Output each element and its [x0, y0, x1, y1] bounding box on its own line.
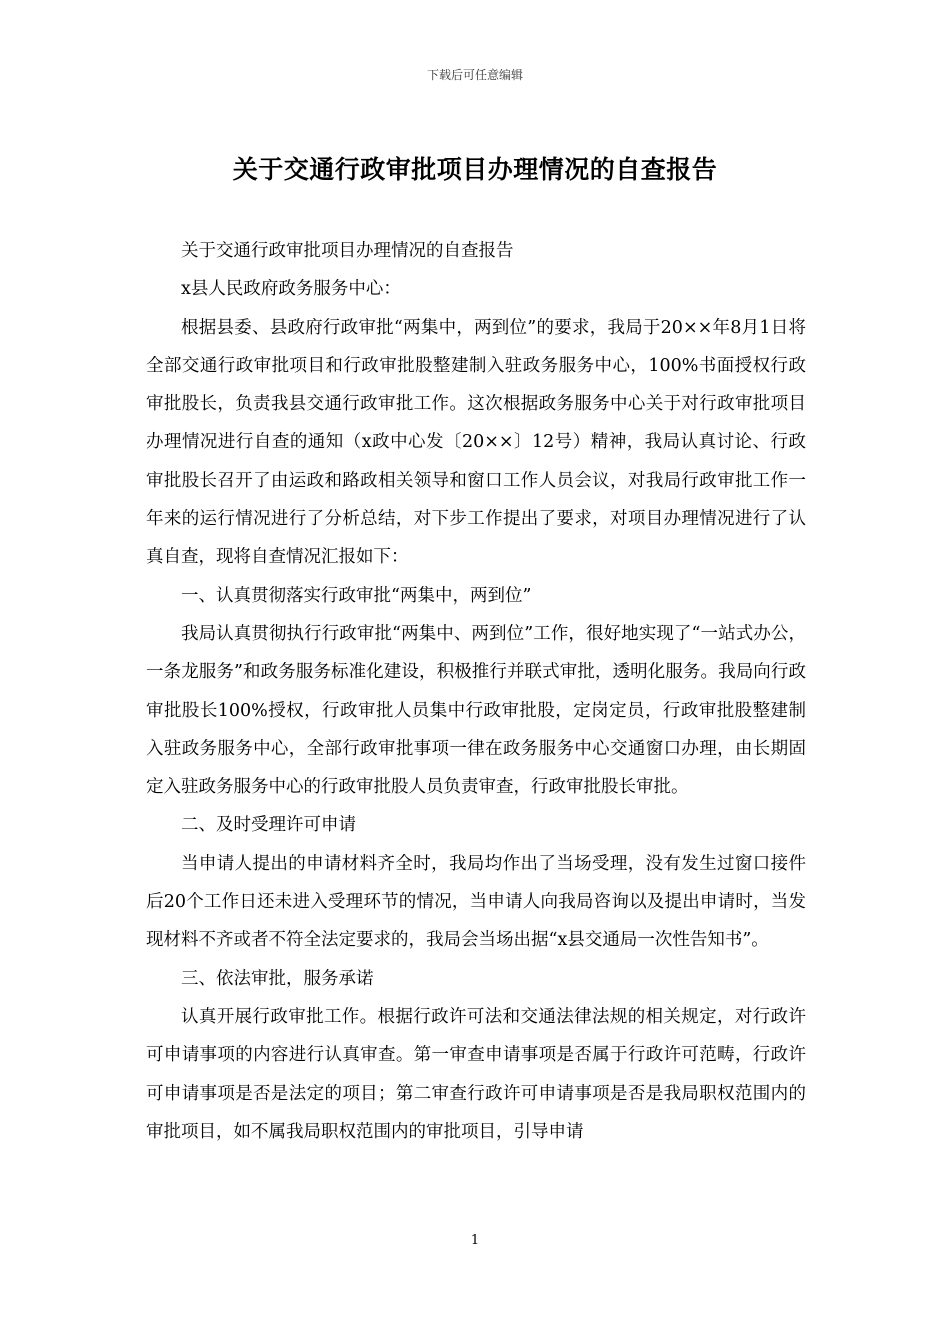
- body-paragraph: 关于交通行政审批项目办理情况的自查报告: [181, 241, 514, 261]
- body-paragraph: x县人民政府政务服务中心：: [181, 279, 401, 300]
- body-paragraph: 当申请人提出的申请材料齐全时，我局均作出了当场受理，没有发生过窗口接件后20个工作日还未进入受理环节的情况，当申请人向我局咨询以及提出申请时，当发现材料不齐或者不符全法定要求的，我局会当场出据“x县交通局一次性告知书”。: [146, 853, 806, 951]
- document-title: 关于交通行政审批项目办理情况的自查报告: [232, 155, 718, 184]
- section-heading: 一、认真贯彻落实行政审批“两集中，两到位”: [181, 585, 532, 606]
- document-body: [146, 232, 806, 1151]
- body-paragraph: 根据县委、县政府行政审批“两集中，两到位”的要求，我局于20××年8月1日将全部交通行政审批项目和行政审批股整建制入驻政务服务中心，100%书面授权行政审批股长，负责我县交通行政审批工作。这次根据政务服务中心关于对行政审批项目办理情况进行自查的通知（x政中心发〔20××〕12号）精神，我局认真讨论、行政审批股长召开了由运政和路政相关领导和窗口工作人员会议，对我局行政审批工作一年来的运行情况进行了分析总结，对下步工作提出了要求，对项目办理情况进行了认真自查，现将自查情况汇报如下：: [146, 317, 806, 568]
- page-number: 1: [470, 1233, 480, 1248]
- body-paragraph: 认真开展行政审批工作。根据行政许可法和交通法律法规的相关规定，对行政许可申请事项的内容进行认真审查。第一审查申请事项是否属于行政许可范畴，行政许可申请事项是否是法定的项目；第二审查行政许可申请事项是否是我局职权范围内的审批项目，如不属我局职权范围内的审批项目，引导申请: [146, 1006, 806, 1142]
- body-paragraph: 我局认真贯彻执行行政审批“两集中、两到位”工作，很好地实现了“一站式办公，一条龙服务”和政务服务标准化建设，积极推行并联式审批，透明化服务。我局向行政审批股长100%授权，行政审批人员集中行政审批股，定岗定员，行政审批股整建制入驻政务服务中心，全部行政审批事项一律在政务服务中心交通窗口办理，由长期固定入驻政务服务中心的行政审批股人员负责审查，行政审批股长审批。: [146, 623, 806, 798]
- section-heading: 三、依法审批，服务承诺: [181, 968, 374, 989]
- section-heading: 二、及时受理许可申请: [181, 815, 356, 836]
- header-note: 下载后可任意编辑: [426, 68, 523, 82]
